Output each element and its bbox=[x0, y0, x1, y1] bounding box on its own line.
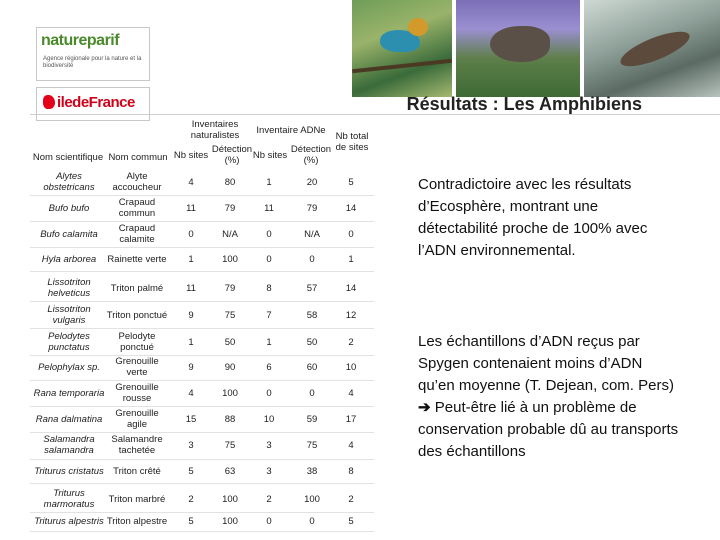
cell-adn-sites: 1 bbox=[266, 336, 272, 348]
cell-nat-sites: 15 bbox=[185, 413, 197, 425]
cell-adn-sites: 0 bbox=[266, 253, 272, 265]
cell-common-name: Crapaud calamite bbox=[118, 223, 156, 245]
cell-adn-sites: 0 bbox=[266, 228, 272, 240]
cell-adn-detection: 38 bbox=[306, 465, 318, 477]
cell-common-name: Triton ponctué bbox=[106, 309, 168, 321]
cell-common-name: Grenouille rousse bbox=[115, 382, 159, 404]
cell-adn-detection: 50 bbox=[306, 336, 318, 348]
cell-nat-detection: 79 bbox=[224, 282, 236, 294]
note-samples-text: Les échantillons d’ADN reçus par Spygen contenaient moins d’ADN qu’en moyenne (T. Dejean, com. Pers) bbox=[418, 333, 674, 394]
natureparif-logo-subtitle: Agence régionale pour la nature et la biodiversité bbox=[43, 56, 142, 69]
cell-total-sites: 4 bbox=[348, 387, 354, 399]
cell-nat-sites: 9 bbox=[188, 361, 194, 373]
cell-adn-detection: 100 bbox=[304, 493, 320, 505]
cell-scientific-name: Lissotriton helveticus bbox=[47, 277, 91, 299]
fish-shape bbox=[617, 25, 694, 73]
fish-photo bbox=[584, 0, 720, 97]
cell-nat-detection: 80 bbox=[224, 176, 236, 188]
cell-common-name: Triton crêté bbox=[113, 465, 161, 477]
row-divider bbox=[30, 531, 374, 532]
cell-common-name: Alyte accoucheur bbox=[112, 171, 162, 193]
cell-adn-detection: 0 bbox=[309, 387, 315, 399]
cell-adn-detection: 58 bbox=[306, 309, 318, 321]
cell-scientific-name: Rana temporaria bbox=[33, 387, 105, 399]
cell-scientific-name: Salamandra salamandra bbox=[43, 434, 95, 456]
note-contradiction: Contradictoire avec les résultats d’Ecosphère, montrant une détectabilité proche de 100% avec l’ADN environnemental. bbox=[418, 176, 648, 259]
cell-nat-sites: 2 bbox=[188, 493, 194, 505]
cell-total-sites: 12 bbox=[345, 309, 357, 321]
cell-scientific-name: Triturus cristatus bbox=[34, 465, 104, 477]
cell-nat-detection: 75 bbox=[224, 309, 236, 321]
bird-head-shape bbox=[408, 18, 428, 36]
cell-adn-sites: 10 bbox=[263, 413, 275, 425]
row-divider bbox=[30, 301, 374, 302]
cell-scientific-name: Alytes obstetricans bbox=[43, 171, 95, 193]
cell-adn-detection: 60 bbox=[306, 361, 318, 373]
cell-total-sites: 10 bbox=[345, 361, 357, 373]
cell-total-sites: 14 bbox=[345, 202, 357, 214]
cell-adn-sites: 3 bbox=[266, 465, 272, 477]
cell-common-name: Salamandre tachetée bbox=[111, 434, 163, 456]
cell-nat-sites: 1 bbox=[188, 336, 194, 348]
cell-adn-detection: 79 bbox=[306, 202, 318, 214]
cell-total-sites: 4 bbox=[348, 439, 354, 451]
cell-adn-sites: 0 bbox=[266, 515, 272, 527]
shrew-shape bbox=[490, 26, 550, 62]
cell-total-sites: 5 bbox=[348, 515, 354, 527]
cell-nat-detection: 90 bbox=[224, 361, 236, 373]
cell-adn-detection: 0 bbox=[309, 253, 315, 265]
cell-scientific-name: Pelodytes punctatus bbox=[48, 331, 90, 353]
cell-adn-sites: 1 bbox=[266, 176, 272, 188]
slide-title: Résultats : Les Amphibiens bbox=[406, 94, 642, 114]
cell-total-sites: 14 bbox=[345, 282, 357, 294]
cell-nat-sites: 4 bbox=[188, 387, 194, 399]
cell-common-name: Triton alpestre bbox=[106, 515, 168, 527]
cell-common-name: Triton palmé bbox=[110, 282, 164, 294]
header-detection: Détection (%) bbox=[211, 144, 253, 166]
cell-total-sites: 0 bbox=[348, 228, 354, 240]
header-common-name: Nom commun bbox=[108, 152, 168, 163]
cell-total-sites: 1 bbox=[348, 253, 354, 265]
cell-common-name: Grenouille agile bbox=[115, 408, 159, 430]
note-samples-conclusion: Peut-être lié à un problème de conservation probable dû au transports des échantillons bbox=[418, 399, 679, 460]
header-nb-sites: Nb sites bbox=[173, 150, 209, 161]
cell-nat-sites: 5 bbox=[188, 515, 194, 527]
cell-total-sites: 2 bbox=[348, 336, 354, 348]
cell-nat-detection: 88 bbox=[224, 413, 236, 425]
cell-adn-sites: 8 bbox=[266, 282, 272, 294]
cell-nat-sites: 4 bbox=[188, 176, 194, 188]
row-divider bbox=[30, 271, 374, 272]
cell-scientific-name: Pelophylax sp. bbox=[38, 361, 100, 373]
shrew-photo bbox=[456, 0, 580, 97]
cell-total-sites: 8 bbox=[348, 465, 354, 477]
cell-scientific-name: Hyla arborea bbox=[41, 253, 97, 265]
natureparif-logo-word: natureparif bbox=[41, 32, 120, 49]
arrow-right-icon: ➔ bbox=[418, 399, 431, 416]
row-divider bbox=[30, 328, 374, 329]
cell-scientific-name: Rana dalmatina bbox=[35, 413, 103, 425]
cell-adn-sites: 7 bbox=[266, 309, 272, 321]
iledefrance-logo-word: iledeFrance bbox=[57, 94, 135, 111]
cell-adn-detection: 0 bbox=[309, 515, 315, 527]
cell-adn-detection: 57 bbox=[306, 282, 318, 294]
cell-adn-detection: 75 bbox=[306, 439, 318, 451]
header-nb-sites-adn: Nb sites bbox=[252, 150, 288, 161]
cell-nat-detection: 100 bbox=[222, 253, 238, 265]
cell-nat-detection: 100 bbox=[222, 515, 238, 527]
cell-scientific-name: Triturus marmoratus bbox=[43, 488, 95, 510]
cell-nat-sites: 11 bbox=[186, 202, 196, 214]
cell-nat-detection: 50 bbox=[224, 336, 236, 348]
cell-nat-sites: 0 bbox=[188, 228, 194, 240]
cell-adn-detection: 59 bbox=[306, 413, 318, 425]
cell-adn-sites: 6 bbox=[266, 361, 272, 373]
cell-nat-detection: 100 bbox=[222, 387, 238, 399]
cell-scientific-name: Lissotriton vulgaris bbox=[47, 304, 91, 326]
cell-total-sites: 17 bbox=[345, 413, 357, 425]
header-scientific-name: Nom scientifique bbox=[32, 152, 104, 163]
cell-adn-sites: 3 bbox=[266, 439, 272, 451]
cell-scientific-name: Bufo bufo bbox=[48, 202, 90, 214]
cell-scientific-name: Bufo calamita bbox=[40, 228, 98, 240]
cell-common-name: Grenouille verte bbox=[115, 356, 159, 378]
cell-adn-detection: 20 bbox=[306, 176, 318, 188]
cell-nat-sites: 1 bbox=[188, 253, 194, 265]
cell-common-name: Crapaud commun bbox=[118, 197, 156, 219]
cell-adn-sites: 2 bbox=[266, 493, 272, 505]
cell-total-sites: 2 bbox=[348, 493, 354, 505]
row-divider bbox=[30, 483, 374, 484]
cell-adn-sites: 11 bbox=[264, 202, 274, 214]
cell-nat-sites: 5 bbox=[188, 465, 194, 477]
cell-nat-sites: 9 bbox=[188, 309, 194, 321]
cell-nat-detection: N/A bbox=[222, 228, 238, 240]
cell-common-name: Pelodyte ponctué bbox=[118, 331, 156, 353]
cell-nat-detection: 75 bbox=[224, 439, 236, 451]
header-nb-total: Nb total de sites bbox=[335, 131, 369, 153]
cell-nat-sites: 11 bbox=[186, 282, 196, 294]
cell-nat-detection: 63 bbox=[224, 465, 236, 477]
cell-adn-detection: N/A bbox=[304, 228, 320, 240]
cell-nat-detection: 79 bbox=[224, 202, 236, 214]
note-samples bbox=[418, 331, 680, 463]
header-naturalist-group: Inventaires naturalistes bbox=[190, 119, 240, 141]
cell-total-sites: 5 bbox=[348, 176, 354, 188]
cell-common-name: Rainette verte bbox=[107, 253, 167, 265]
cell-scientific-name: Triturus alpestris bbox=[34, 515, 104, 527]
cell-nat-sites: 3 bbox=[188, 439, 194, 451]
header-adn-group: Inventaire ADNe bbox=[256, 125, 326, 136]
cell-nat-detection: 100 bbox=[222, 493, 238, 505]
header-detection-adn: Détection (%) bbox=[290, 144, 332, 166]
cell-common-name: Triton marbré bbox=[108, 493, 166, 505]
cell-adn-sites: 0 bbox=[266, 387, 272, 399]
